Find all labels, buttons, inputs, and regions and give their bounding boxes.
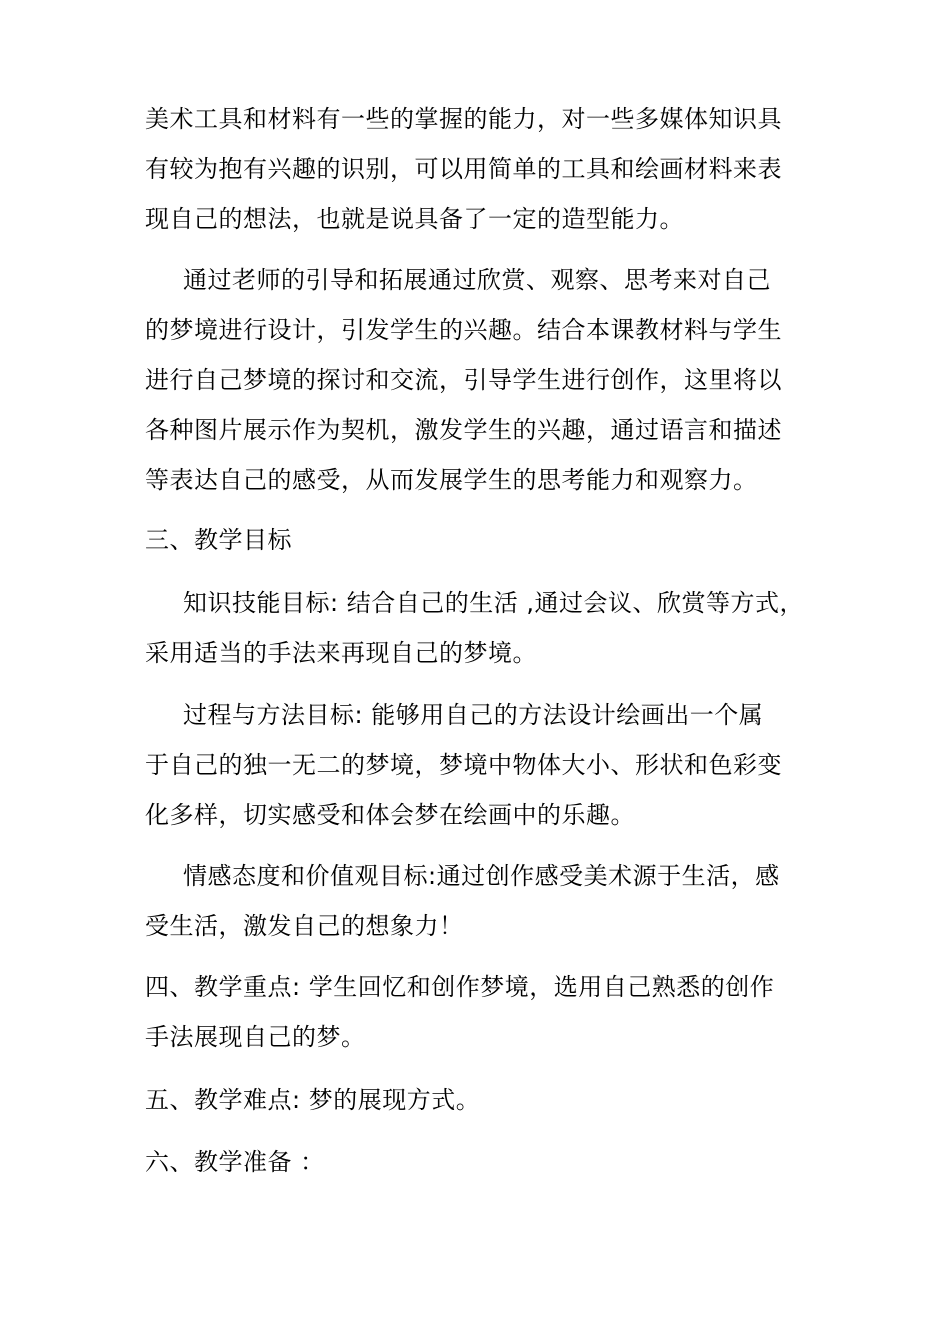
paragraph-line: 有较为抱有兴趣的识别，可以用简单的工具和绘画材料来表 [145,155,782,183]
section-heading: 四、教学重点: 学生回忆和创作梦境，选用自己熟悉的创作 [145,973,775,1001]
paragraph-line: 受生活，激发自己的想象力！ [145,912,464,940]
paragraph-line: 化多样，切实感受和体会梦在绘画中的乐趣。 [145,801,635,829]
paragraph-line: 进行自己梦境的探讨和交流，引导学生进行创作，这里将以 [145,366,782,394]
paragraph-line: 于自己的独一无二的梦境，梦境中物体大小、形状和色彩变 [145,751,782,779]
paragraph-line: 各种图片展示作为契机，激发学生的兴趣，通过语言和描述 [145,416,782,444]
paragraph-line: 美术工具和材料有一些的掌握的能力，对一些多媒体知识具 [145,105,782,133]
section-heading: 六、教学准备 ： [145,1148,325,1176]
paragraph-line: 手法展现自己的梦。 [145,1023,366,1051]
section-heading: 三、教学目标 [145,526,292,554]
paragraph-line: 现自己的想法，也就是说具备了一定的造型能力。 [145,205,684,233]
paragraph-line: 过程与方法目标: 能够用自己的方法设计绘画出一个属 [183,701,764,729]
paragraph-line: 采用适当的手法来再现自己的梦境。 [145,639,537,667]
paragraph-line: 情感态度和价值观目标:通过创作感受美术源于生活，感 [183,862,780,890]
section-heading: 五、教学难点: 梦的展现方式。 [145,1086,481,1114]
paragraph-line: 知识技能目标: 结合自己的生活 ,通过会议、欣赏等方式， [183,589,804,617]
paragraph-line: 等表达自己的感受，从而发展学生的思考能力和观察力。 [145,466,758,494]
paragraph-line: 的梦境进行设计，引发学生的兴趣。结合本课教材料与学生 [145,316,782,344]
paragraph-line: 通过老师的引导和拓展通过欣赏、观察、思考来对自己 [183,266,771,294]
